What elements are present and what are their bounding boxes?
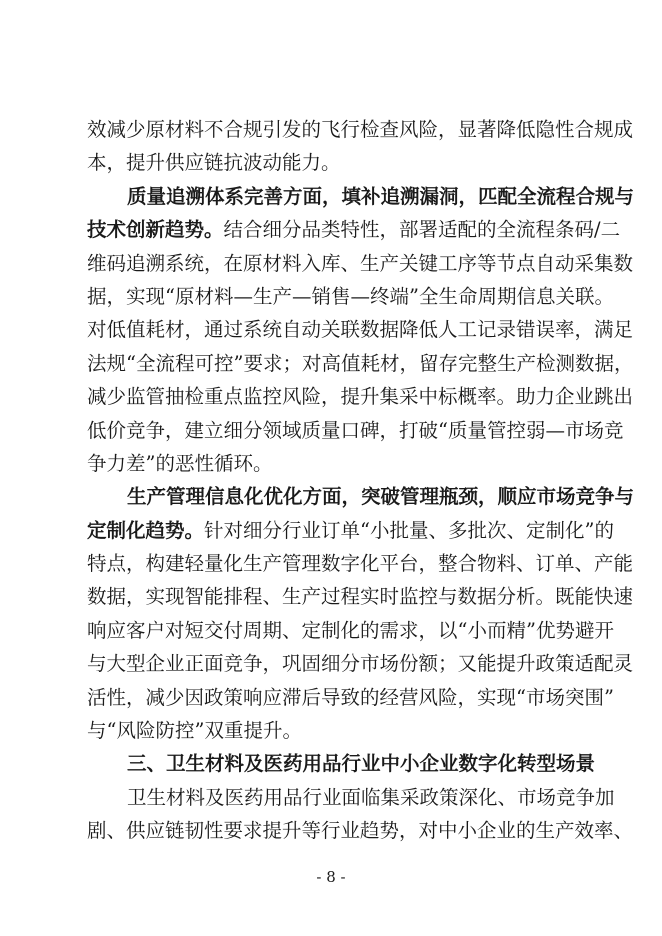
text-line <box>87 580 634 613</box>
line-text: 剧、供应链韧性要求提升等行业趋势，对中小企业的生产效率、 <box>87 819 634 843</box>
text-line <box>87 614 614 647</box>
text-line <box>87 681 614 714</box>
line-text: 低价竞争，建立细分领域质量口碑，打破“质量管控弱—市场竞 <box>87 418 624 442</box>
text-line <box>87 380 634 413</box>
text-line <box>87 447 581 480</box>
line-text: 法规“全流程可控”要求；对高值耗材，留存完整生产检测数据， <box>87 351 634 375</box>
text-line <box>87 647 634 680</box>
bold-lead: 生产管理信息化优化方面，突破管理瓶颈，顺应市场竞争与 <box>127 485 635 509</box>
line-text: 卫生材料及医药用品行业面临集采政策深化、市场竞争加 <box>127 785 615 809</box>
line-text: 特点，构建轻量化生产管理数字化平台，整合物料、订单、产能 <box>87 552 634 576</box>
line-text: 数据，实现智能排程、生产过程实时监控与数据分析。既能快速 <box>87 585 634 609</box>
text-line <box>87 113 634 146</box>
text-line <box>87 213 621 246</box>
line-text: 针对细分行业订单“小批量、多批次、定制化”的 <box>204 518 614 542</box>
line-text: 与大型企业正面竞争，巩固细分市场份额；又能提升政策适配灵 <box>87 652 634 676</box>
line-text: 与“风险防控”双重提升。 <box>87 719 302 743</box>
text-line <box>87 547 634 580</box>
section-heading <box>87 747 596 780</box>
text-line <box>87 781 615 814</box>
line-text: 响应客户对短交付周期、定制化的需求，以“小而精”优势避开 <box>87 618 614 642</box>
text-line <box>87 814 634 847</box>
text-line <box>87 480 635 513</box>
text-line <box>87 146 581 179</box>
line-text: 据，实现“原材料—生产—销售—终端”全生命周期信息关联。 <box>87 284 614 308</box>
line-text: 活性，减少因政策响应滞后导致的经营风险，实现“市场突围” <box>87 685 614 709</box>
document-body <box>87 113 635 848</box>
line-text: 本，提升供应链抗波动能力。 <box>87 151 341 175</box>
text-line <box>87 414 624 447</box>
line-text: 对低值耗材，通过系统自动关联数据降低人工记录错误率，满足 <box>87 318 634 342</box>
text-line <box>87 313 634 346</box>
page-number: - 8 - <box>316 868 346 886</box>
text-line <box>87 347 634 380</box>
line-text: 争力差”的恶性循环。 <box>87 451 273 475</box>
line-text: 效减少原材料不合规引发的飞行检查风险，显著降低隐性合规成 <box>87 118 634 141</box>
line-text: 结合细分品类特性，部署适配的全流程条码/二 <box>223 218 621 242</box>
bold-lead: 质量追溯体系完善方面，填补追溯漏洞，匹配全流程合规与 <box>127 184 635 208</box>
heading-text: 三、卫生材料及医药用品行业中小企业数字化转型场景 <box>127 752 596 776</box>
bold-lead: 技术创新趋势。 <box>87 218 224 242</box>
line-text: 维码追溯系统，在原材料入库、生产关键工序等节点自动采集数 <box>87 251 634 275</box>
text-line <box>87 714 581 747</box>
text-line <box>87 247 634 280</box>
text-line <box>87 180 635 213</box>
line-text: 减少监管抽检重点监控风险，提升集采中标概率。助力企业跳出 <box>87 385 634 409</box>
text-line <box>87 280 614 313</box>
text-line <box>87 514 614 547</box>
bold-lead: 定制化趋势。 <box>87 518 205 542</box>
